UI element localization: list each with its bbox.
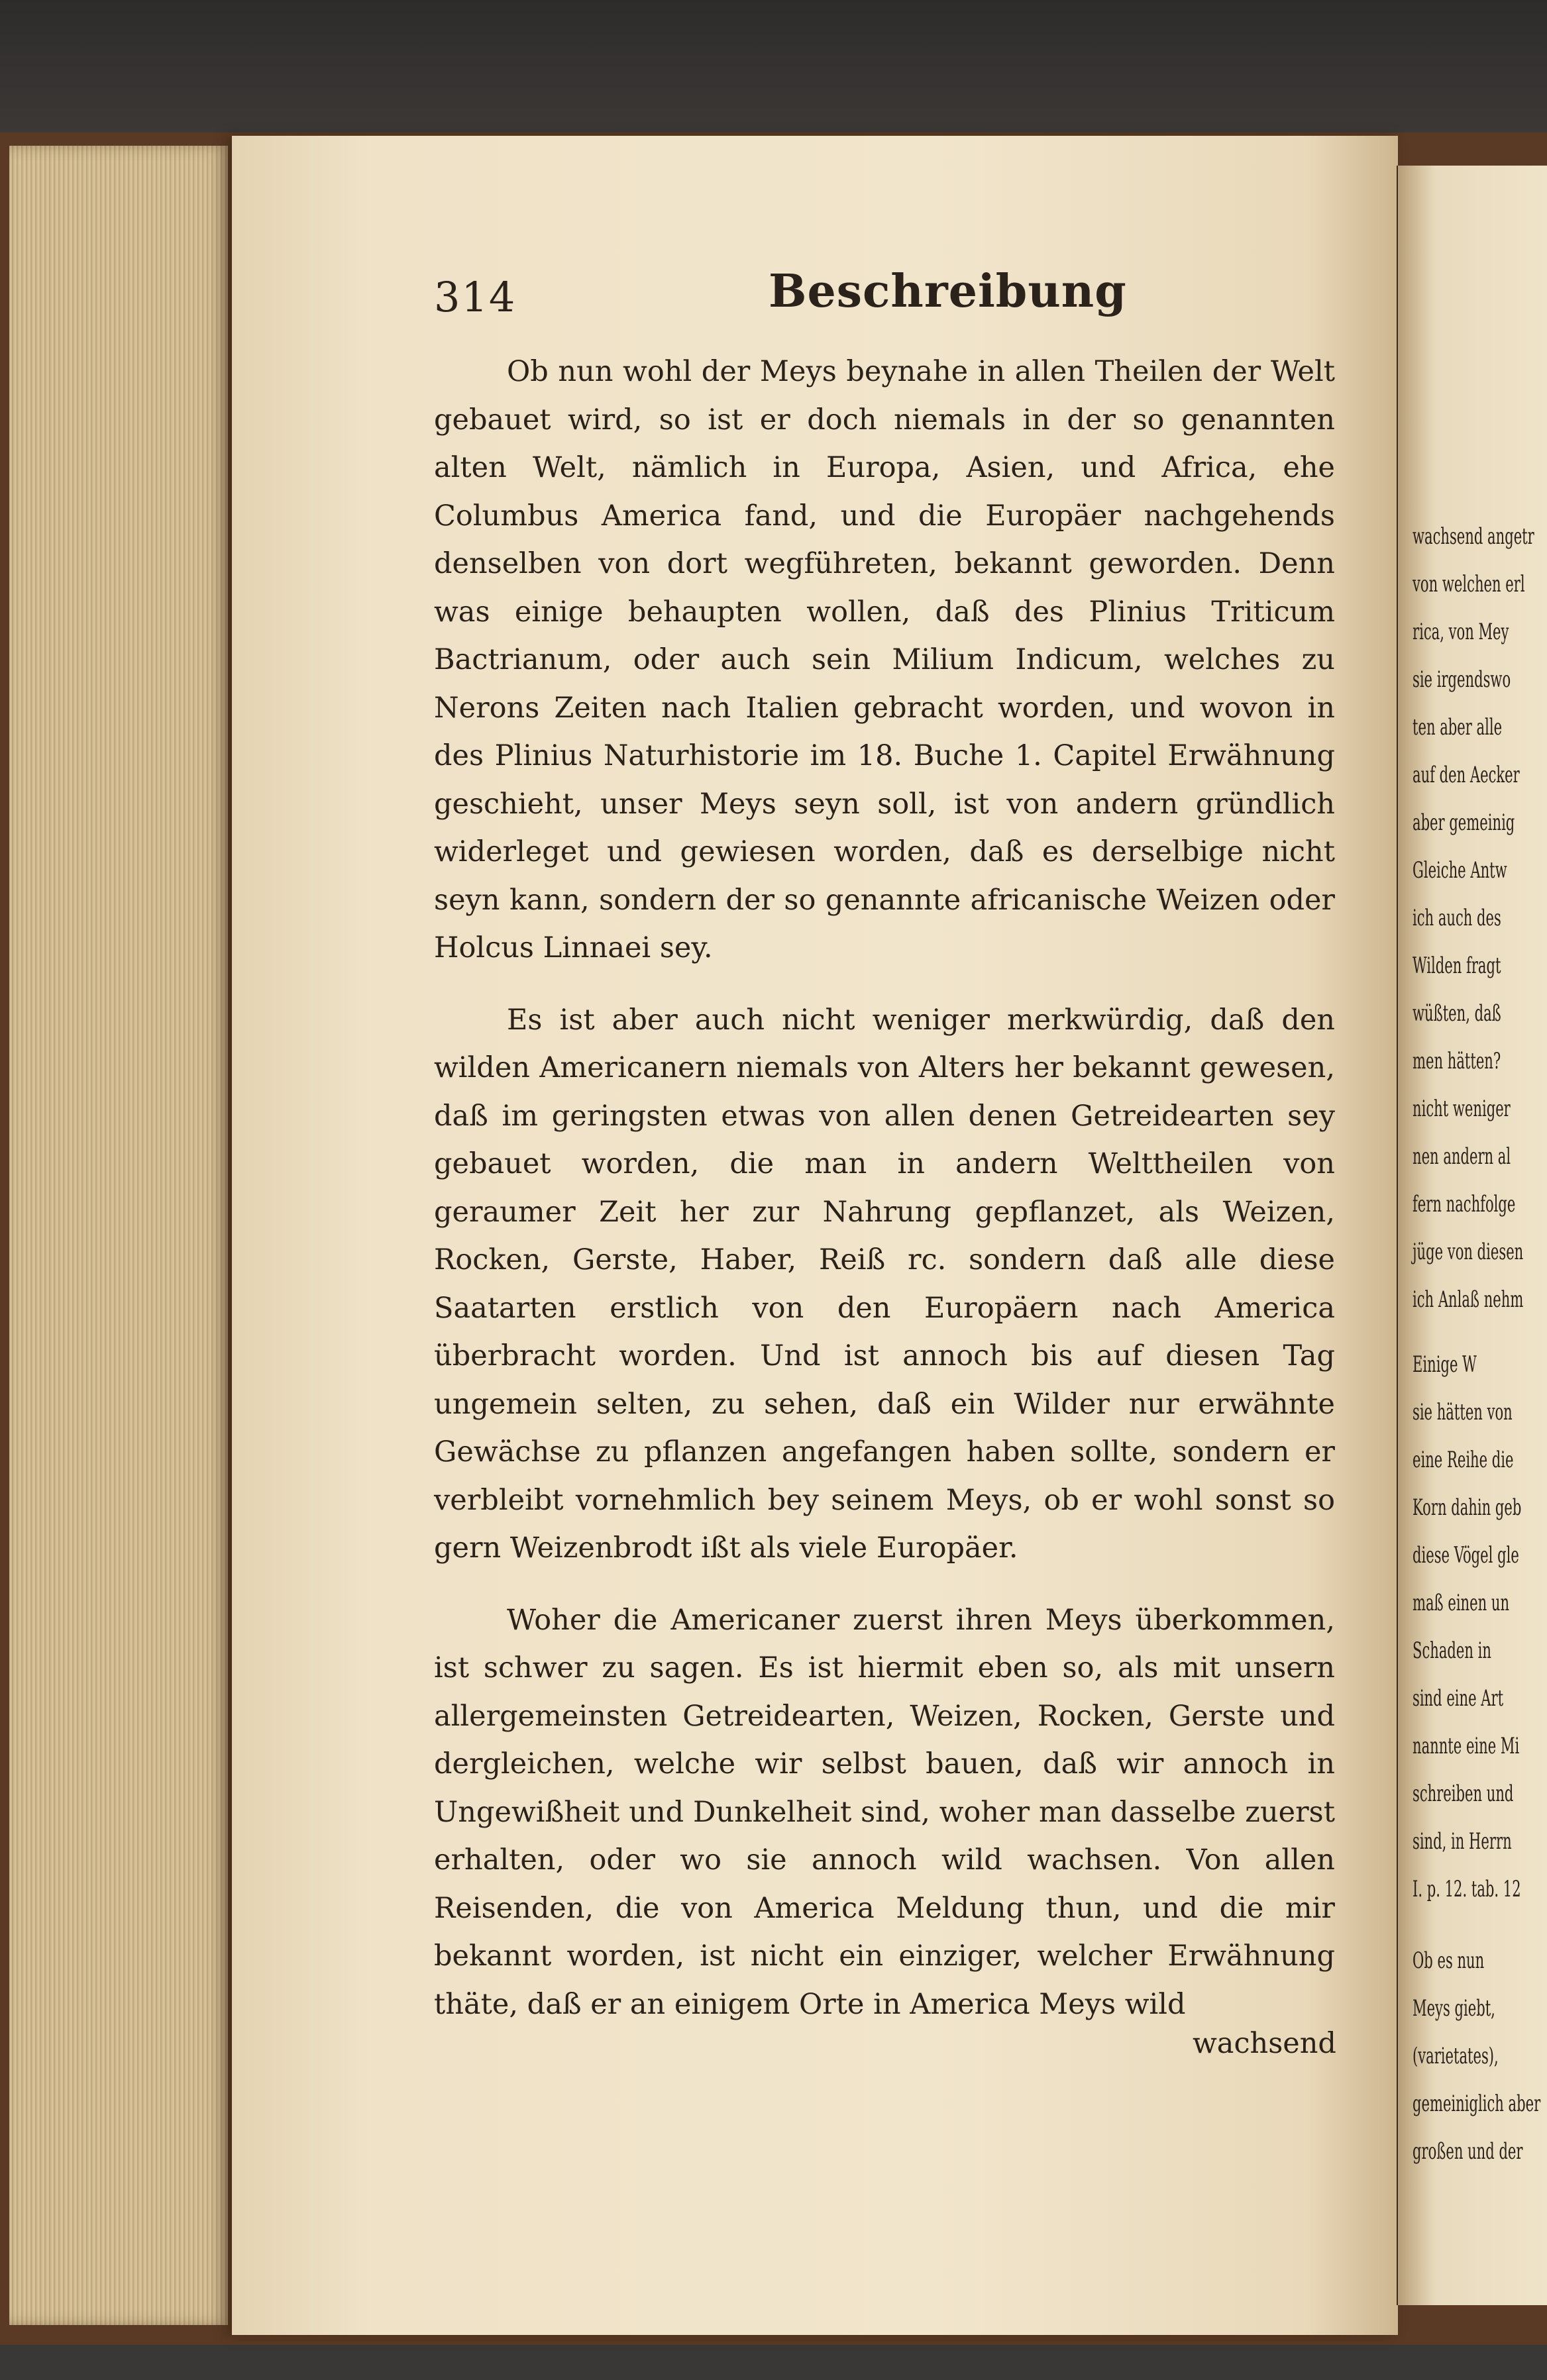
facing-line: Ob es nun (1413, 1947, 1485, 1974)
paragraph-1: Ob nun wohl der Meys beynahe in allen Theilen der Welt gebauet wird, so ist er doch niemals in der so genannten alten Welt, nämlich in Europa, Asien, und Africa, ehe Columbus America fand, und die Europäer nachgehends denselben von dort wegführeten, bekannt geworden. Denn was einige behaupten wollen, daß des Plinius Triticum Bactrianum, oder auch sein Milium Indicum, welches zu Nerons Zeiten nach Italien gebracht worden, und wovon in des Plinius Naturhistorie im 18. Buche 1. Capitel Erwähnung geschieht, unser Meys seyn soll, ist von andern gründlich widerleget und gewiesen worden, daß es derselbige nicht seyn kann, sondern der so genannte africanische Weizen oder Holcus Linnaei sey. (434, 355, 1335, 964)
catchword: wachsend (1193, 2027, 1336, 2060)
page-number: 314 (434, 273, 517, 321)
facing-line: I. p. 12. tab. 12 (1413, 1876, 1521, 1902)
facing-line: ich Anlaß nehm (1413, 1286, 1524, 1313)
facing-line: Korn dahin geb (1413, 1494, 1522, 1521)
facing-line: nen andern al (1413, 1143, 1511, 1170)
facing-line: Meys giebt, (1413, 1995, 1495, 2022)
facing-line: schreiben und (1413, 1781, 1514, 1807)
facing-line: sind, in Herrn (1413, 1828, 1512, 1855)
facing-line: jüge von diesen (1413, 1239, 1524, 1265)
facing-line: gemeiniglich aber (1413, 2091, 1541, 2117)
facing-line: sie hätten von (1413, 1399, 1513, 1425)
facing-line: fern nachfolge (1413, 1191, 1516, 1217)
facing-line: großen und der (1413, 2138, 1523, 2165)
paragraph-2: Es ist aber auch nicht weniger merkwürdig, daß den wilden Americanern niemals von Alters her bekannt gewesen, daß im geringsten etwas von allen denen Getreidearten sey gebauet worden, die man in andern Welttheilen von geraumer Zeit her zur Nahrung gepflanzet, als Weizen, Rocken, Gerste, Haber, Reiß rc. sondern daß alle diese Saatarten erstlich von den Europäern nach America überbracht worden. Und ist annoch bis auf diesen Tag ungemein selten, zu sehen, daß ein Wilder nur erwähnte Gewächse zu pflanzen angefangen haben sollte, sondern er verbleibt vornehmlich bey seinem Meys, ob er wohl sonst so gern Weizenbrodt ißt als viele Europäer. (434, 1003, 1335, 1565)
facing-line: nannte eine Mi (1413, 1733, 1520, 1759)
facing-line: ich auch des (1413, 905, 1501, 931)
facing-line: sind eine Art (1413, 1685, 1504, 1712)
paragraph-3: Woher die Americaner zuerst ihren Meys überkommen, ist schwer zu sagen. Es ist hiermit eben so, als mit unsern allergemeinsten Getreidearten, Weizen, Rocken, Gerste und dergleichen, welche wir selbst bauen, daß wir annoch in Ungewißheit und Dunkelheit sind, woher man dasselbe zuerst erhalten, oder wo sie annoch wild wachsen. Von allen Reisenden, die von America Meldung thun, und die mir bekannt worden, ist nicht ein einziger, welcher Erwähnung thäte, daß er an einigem Orte in America Meys wild (434, 1603, 1335, 2021)
facing-line: nicht weniger (1413, 1096, 1511, 1122)
facing-line: rica, von Mey (1413, 619, 1509, 645)
facing-line: wüßten, daß (1413, 1000, 1501, 1027)
facing-line: von welchen erl (1413, 571, 1525, 597)
facing-line: ten aber alle (1413, 714, 1503, 741)
backdrop (0, 0, 1547, 142)
facing-line: aber gemeinig (1413, 809, 1515, 836)
facing-line: Schaden in (1413, 1637, 1491, 1664)
facing-line: maß einen un (1413, 1590, 1510, 1616)
facing-line: wachsend angetr (1413, 523, 1534, 550)
facing-line: sie irgendswo (1413, 666, 1511, 693)
facing-line: (varietates), (1413, 2043, 1499, 2069)
right-page-fragment (1398, 166, 1547, 2305)
body-text (434, 348, 1335, 2028)
facing-line: men hätten? (1413, 1048, 1501, 1074)
facing-line: Einige W (1413, 1351, 1477, 1378)
page-edges (9, 146, 228, 2325)
facing-line: auf den Aecker (1413, 762, 1520, 788)
facing-line: Wilden fragt (1413, 953, 1501, 979)
facing-line: diese Vögel gle (1413, 1542, 1519, 1569)
facing-line: Gleiche Antw (1413, 857, 1507, 884)
running-head: Beschreibung (769, 265, 1127, 318)
facing-line: eine Reihe die (1413, 1447, 1514, 1473)
